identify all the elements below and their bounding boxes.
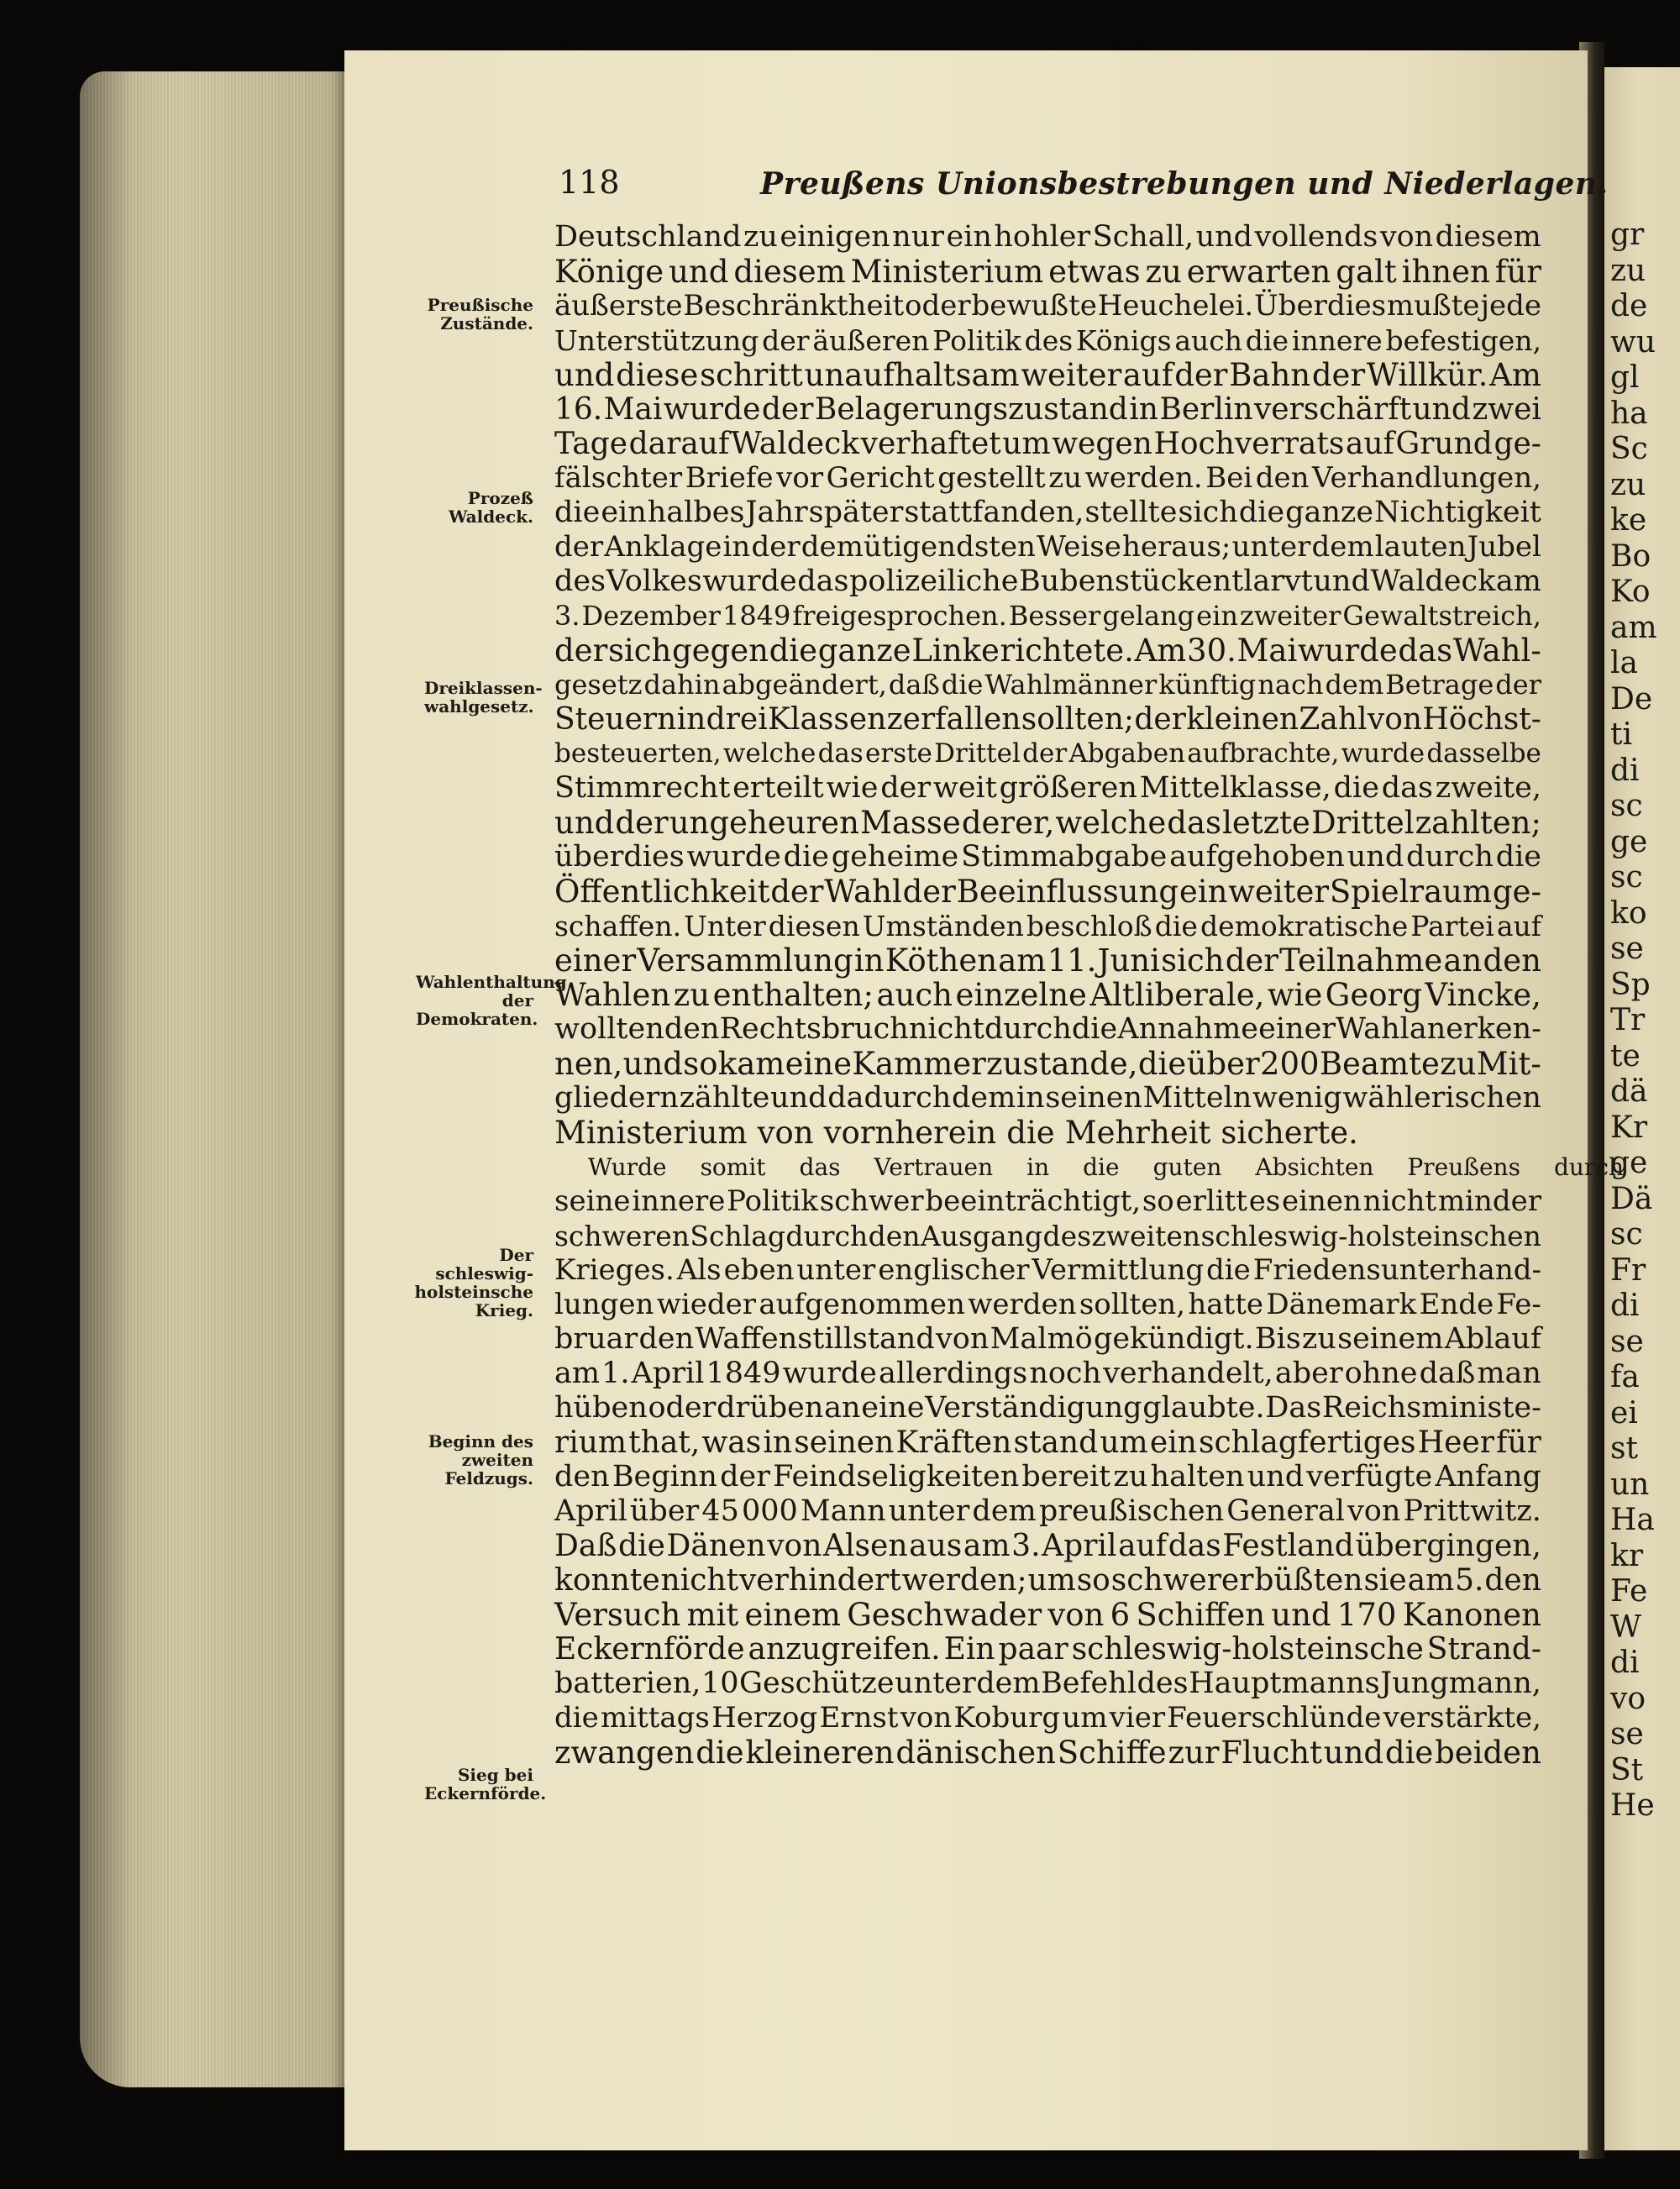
facing-page-fragment: dä	[1610, 1074, 1648, 1109]
facing-page-fragment: St	[1610, 1752, 1644, 1787]
text-line: Steuern in drei Klassen zerfallen sollten; der kleinen Zahl von Höchst-	[554, 702, 1541, 737]
facing-page-fragment: W	[1610, 1609, 1642, 1645]
text-line: 3. Dezember 1849 freigesprochen. Besser gelang ein zweiter Gewaltstreich,	[554, 600, 1541, 632]
text-line: des Volkes wurde das polizeiliche Bubenstück entlarvt und Waldeck am	[554, 564, 1541, 598]
text-line: Krieges. Als eben unter englischer Vermittlung die Friedensunterhand-	[554, 1253, 1541, 1287]
text-line: seine innere Politik schwer beeinträchtigt, so erlitt es einen nicht minder	[554, 1184, 1541, 1218]
facing-page-fragment: la	[1610, 646, 1638, 680]
facing-page-fragment: st	[1610, 1431, 1638, 1466]
facing-page-fragment: ti	[1610, 717, 1632, 752]
facing-page-fragment: sc	[1610, 789, 1643, 823]
facing-page-fragment: di	[1610, 1646, 1640, 1680]
text-line: schaffen. Unter diesen Umständen beschloß die demokratische Partei auf	[554, 910, 1541, 942]
facing-page-fragment: Ko	[1610, 575, 1651, 609]
margin-note: Preußische Zustände.	[427, 295, 533, 333]
facing-page-fragment: sc	[1610, 1217, 1643, 1252]
text-line: Versuch mit einem Geschwader von 6 Schiffen und 170 Kanonen	[554, 1597, 1541, 1633]
facing-page-fragment: di	[1610, 753, 1640, 788]
facing-page-fragment: Sp	[1610, 967, 1651, 1002]
text-line: zwangen die kleineren dänischen Schiffe zur Flucht und die beiden	[554, 1735, 1541, 1771]
text-line: bruar den Waffenstillstand von Malmö gekündigt. Bis zu seinem Ablauf	[554, 1322, 1541, 1356]
facing-page-fragment: gr	[1610, 218, 1645, 252]
text-line: lungen wieder aufgenommen werden sollten, hatte Dänemark Ende Fe-	[554, 1288, 1541, 1321]
text-line: konnte nicht verhindert werden; um so schwerer büßten sie am 5. den	[554, 1563, 1541, 1598]
text-line: Daß die Dänen von Alsen aus am 3. April auf das Festland übergingen,	[554, 1529, 1541, 1563]
facing-page-fragment: Bo	[1610, 538, 1651, 574]
facing-page-fragment: de	[1610, 289, 1648, 323]
text-line: Tage darauf Waldeck verhaftet um wegen Hochverrats auf Grund ge-	[554, 427, 1541, 461]
margin-note: Prozeß Waldeck.	[449, 488, 533, 527]
facing-page-fragment: kr	[1610, 1538, 1644, 1573]
text-line: Stimmrecht erteilt wie der weit größeren Mittelklasse, die das zweite,	[554, 771, 1541, 805]
facing-page-fragment: se	[1610, 932, 1644, 966]
text-line: fälschter Briefe vor Gericht gestellt zu werden. Bei den Verhandlungen,	[554, 461, 1541, 495]
text-line: der Anklage in der demütigendsten Weise heraus; unter dem lauten Jubel	[554, 530, 1541, 564]
facing-page-fragment: Kr	[1610, 1110, 1648, 1145]
text-line: Wurde somit das Vertrauen in die guten Absichten Preußens durch	[588, 1153, 1625, 1181]
facing-page-fragment: Ha	[1610, 1503, 1655, 1537]
facing-page-fragment: zu	[1610, 467, 1646, 502]
text-line: wollten den Rechtsbruch nicht durch die Annahme einer Wahl anerken-	[554, 1012, 1541, 1046]
facing-page-fragment: sc	[1610, 860, 1643, 895]
text-line: Eckernförde anzugreifen. Ein paar schleswig-holsteinsche Strand-	[554, 1632, 1541, 1667]
facing-page-fragment: ke	[1610, 503, 1647, 538]
facing-page-fragment: gl	[1610, 360, 1640, 395]
text-line: der sich gegen die ganze Linke richtete. Am 30. Mai wurde das Wahl-	[554, 633, 1541, 669]
text-line: und der ungeheuren Masse derer, welche das letzte Drittel zahlten;	[554, 805, 1541, 841]
facing-page-fragment: ha	[1610, 396, 1648, 431]
text-line: batterien, 10 Geschütze unter dem Befehl des Hauptmanns Jungmann,	[554, 1667, 1541, 1700]
text-line: den Beginn der Feindseligkeiten bereit zu halten und verfügte Anfang	[554, 1460, 1541, 1493]
text-line: Könige und diesem Ministerium etwas zu erwarten galt ihnen für	[554, 254, 1541, 290]
text-line: die mittags Herzog Ernst von Koburg um vier Feuerschlünde verstärkte,	[554, 1701, 1541, 1735]
page-edge-stack	[80, 71, 365, 2087]
text-line: die ein halbes Jahr später stattfanden, stellte sich die ganze Nichtigkeit	[554, 496, 1541, 529]
text-line: Ministerium von vornherein die Mehrheit sicherte.	[554, 1115, 1358, 1151]
margin-note: Wahlenthaltung der Demokraten.	[416, 972, 567, 1029]
text-line: rium that, was in seinen Kräften stand um ein schlagfertiges Heer für	[554, 1425, 1541, 1460]
text-line: am 1. April 1849 wurde allerdings noch verhandelt, aber ohne daß man	[554, 1357, 1541, 1390]
text-line: einer Versammlung in Köthen am 11. Juni sich der Teilnahme an den	[554, 942, 1541, 979]
text-line: schweren Schlag durch den Ausgang des zweiten schleswig-holsteinschen	[554, 1220, 1541, 1252]
facing-page-fragment: ko	[1610, 895, 1647, 931]
text-line: Unterstützung der äußeren Politik des Königs auch die innere befestigen,	[554, 324, 1541, 357]
facing-page-edge	[1600, 67, 1680, 2150]
text-line: und diese schritt unaufhaltsam weiter auf der Bahn der Willkür. Am	[554, 357, 1541, 393]
facing-page-fragment: De	[1610, 681, 1653, 717]
text-line: hüben oder drüben an eine Verständigung glaubte. Das Reichsministe-	[554, 1391, 1541, 1425]
text-line: Deutschland zu einigen nur ein hohler Schall, und vollends von diesem	[554, 220, 1541, 254]
margin-note: Sieg bei Eckernförde.	[424, 1765, 547, 1803]
text-line: nen, und so kam eine Kammer zustande, die über 200 Beamte zu Mit-	[554, 1046, 1541, 1082]
text-line: gesetz dahin abgeändert, daß die Wahlmänner künftig nach dem Betrage der	[554, 669, 1541, 701]
facing-page-fragment: se	[1610, 1717, 1644, 1751]
text-line: äußerste Beschränktheit oder bewußte Heuchelei. Überdies mußte jede	[554, 289, 1541, 323]
facing-page-fragment: He	[1610, 1788, 1655, 1823]
text-line: 16. Mai wurde der Belagerungszustand in Berlin verschärft und zwei	[554, 392, 1541, 427]
margin-note: Beginn des zweiten Feldzugs.	[428, 1431, 533, 1488]
facing-page-fragment: Fe	[1610, 1574, 1648, 1609]
facing-page-fragment: Dä	[1610, 1181, 1653, 1216]
facing-page-fragment: zu	[1610, 253, 1646, 288]
facing-page-fragment: Sc	[1610, 432, 1648, 466]
facing-page-fragment: ge	[1610, 824, 1648, 859]
facing-page-fragment: se	[1610, 1324, 1644, 1359]
facing-page-fragment: ge	[1610, 1146, 1648, 1180]
text-line: gliedern zählte und dadurch dem in seinen Mitteln wenig wählerischen	[554, 1081, 1541, 1115]
text-line: besteuerten, welche das erste Drittel der Abgaben aufbrachte, wurde dasselbe	[554, 738, 1541, 769]
facing-page-fragment: un	[1610, 1467, 1650, 1502]
facing-page-fragment: di	[1610, 1289, 1640, 1323]
running-title: Preußens Unionsbestrebungen und Niederlagen.	[760, 166, 1609, 202]
facing-page-fragment: wu	[1610, 324, 1656, 360]
margin-note: Dreiklassen-wahlgesetz.	[424, 678, 543, 717]
facing-page-fragment: te	[1610, 1038, 1641, 1074]
page-number: 118	[559, 164, 620, 201]
facing-page-fragment: am	[1610, 610, 1657, 645]
text-line: Öffentlichkeit der Wahl der Beeinflussung ein weiter Spielraum ge-	[554, 874, 1541, 910]
text-line: Wahlen zu enthalten; auch einzelne Altliberale, wie Georg Vincke,	[554, 977, 1541, 1013]
text-line: April über 45 000 Mann unter dem preußischen General von Prittwitz.	[554, 1494, 1541, 1528]
facing-page-fragment: ei	[1610, 1395, 1638, 1430]
facing-page-fragment: vo	[1610, 1681, 1646, 1716]
body-text	[554, 220, 1625, 1771]
facing-page-fragment: Tr	[1610, 1003, 1646, 1037]
text-line: überdies wurde die geheime Stimmabgabe aufgehoben und durch die	[554, 840, 1541, 874]
margin-note: Der schleswig-holsteinsche Krieg.	[414, 1245, 533, 1320]
facing-page-fragment: fa	[1610, 1360, 1640, 1394]
facing-page-fragment: Fr	[1610, 1252, 1646, 1288]
